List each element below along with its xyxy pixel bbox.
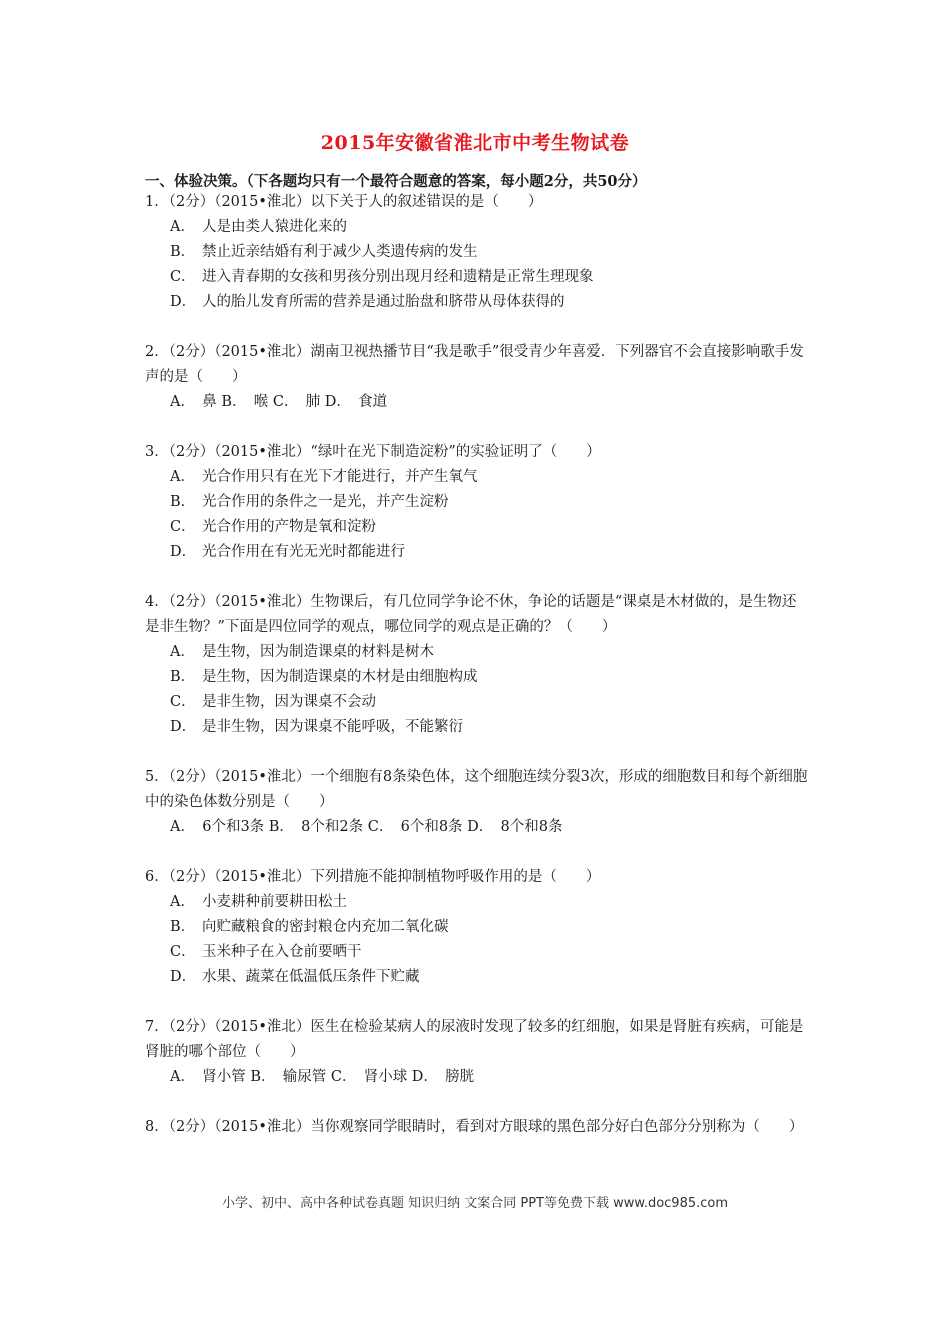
option-text: 人是由类人猿进化来的 [202, 219, 347, 235]
question-3 [145, 440, 810, 565]
answer-option [145, 290, 810, 315]
page-footer: 小学、初中、高中各种试卷真题 知识归纳 文案合同 PPT等免费下载 www.doc985.com [221, 1196, 729, 1211]
option-text: 禁止近亲结婚有利于减少人类遗传病的发生 [202, 244, 478, 260]
question-8 [145, 1115, 810, 1140]
question-1 [145, 190, 810, 315]
question-4 [145, 590, 810, 740]
answer-option [145, 515, 810, 540]
question-5 [145, 765, 810, 840]
option-letter: C． [170, 269, 196, 285]
option-letter: B． [170, 919, 196, 935]
question-stem: 2．（2分）（2015•淮北）湖南卫视热播节目“我是歌手”很受青少年喜爱．下列器官不会直接影响歌手发声的是（ ） [145, 344, 804, 385]
inline-options: A． 鼻 B． 喉 C． 肺 D． 食道 [170, 394, 388, 410]
option-letter: A． [170, 469, 195, 485]
option-text: 水果、蔬菜在低温低压条件下贮藏 [202, 969, 420, 985]
answer-option [145, 940, 810, 965]
answer-option [145, 665, 810, 690]
answer-option [145, 690, 810, 715]
inline-options: A． 6个和3条 B． 8个和2条 C． 6个和8条 D． 8个和8条 [170, 819, 563, 835]
option-text: 光合作用的产物是氧和淀粉 [202, 519, 376, 535]
question-2 [145, 340, 810, 415]
option-text: 光合作用在有光无光时都能进行 [202, 544, 405, 560]
option-list [145, 215, 810, 315]
option-text: 是生物，因为制造课桌的木材是由细胞构成 [202, 669, 478, 685]
option-letter: A． [170, 644, 195, 660]
option-text: 小麦耕种前要耕田松土 [202, 894, 347, 910]
question-7 [145, 1015, 810, 1090]
option-letter: A． [170, 894, 195, 910]
option-letter: B． [170, 494, 196, 510]
answer-option [145, 240, 810, 265]
option-text: 光合作用的条件之一是光，并产生淀粉 [202, 494, 449, 510]
option-list [145, 465, 810, 565]
option-text: 是生物，因为制造课桌的材料是树木 [202, 644, 434, 660]
question-stem: 3．（2分）（2015•淮北）“绿叶在光下制造淀粉”的实验证明了（ ） [145, 444, 601, 460]
answer-option [145, 265, 810, 290]
option-letter: D． [170, 719, 197, 735]
option-text: 是非生物，因为课桌不能呼吸，不能繁衍 [202, 719, 463, 735]
question-stem: 4．（2分）（2015•淮北）生物课后，有几位同学争论不休，争论的话题是“课桌是木材做的，是生物还是非生物？”下面是四位同学的观点，哪位同学的观点是正确的？（ ） [145, 594, 797, 635]
option-letter: B． [170, 244, 196, 260]
option-letter: C． [170, 944, 196, 960]
option-letter: A． [170, 219, 195, 235]
option-letter: D． [170, 969, 197, 985]
question-list [145, 190, 810, 1165]
option-letter: D． [170, 544, 197, 560]
option-letter: C． [170, 519, 196, 535]
answer-option [145, 715, 810, 740]
answer-option [145, 640, 810, 665]
option-text: 玉米种子在入仓前要晒干 [202, 944, 362, 960]
option-letter: C． [170, 694, 196, 710]
question-stem: 7．（2分）（2015•淮北）医生在检验某病人的尿液时发现了较多的红细胞，如果是肾脏有疾病，可能是肾脏的哪个部位（ ） [145, 1019, 804, 1060]
option-text: 是非生物，因为课桌不会动 [202, 694, 376, 710]
option-text: 光合作用只有在光下才能进行，并产生氧气 [202, 469, 478, 485]
question-stem: 5．（2分）（2015•淮北）一个细胞有8条染色体，这个细胞连续分裂3次，形成的细胞数目和每个新细胞中的染色体数分别是（ ） [145, 769, 808, 810]
answer-option [145, 965, 810, 990]
answer-option [145, 490, 810, 515]
page-title: 2015年安徽省淮北市中考生物试卷 [320, 132, 630, 154]
option-letter: D． [170, 294, 197, 310]
answer-option [145, 890, 810, 915]
option-list [145, 640, 810, 740]
option-text: 向贮藏粮食的密封粮仓内充加二氧化碳 [202, 919, 449, 935]
question-stem: 1．（2分）（2015•淮北）以下关于人的叙述错误的是（ ） [145, 194, 543, 210]
option-list [145, 890, 810, 990]
question-6 [145, 865, 810, 990]
section-heading: 一、体验决策。（下各题均只有一个最符合题意的答案，每小题2分，共50分） [145, 173, 647, 190]
answer-option [145, 465, 810, 490]
option-letter: B． [170, 669, 196, 685]
option-text: 进入青春期的女孩和男孩分别出现月经和遗精是正常生理现象 [202, 269, 594, 285]
answer-option [145, 915, 810, 940]
option-text: 人的胎儿发育所需的营养是通过胎盘和脐带从母体获得的 [202, 294, 565, 310]
question-stem: 6．（2分）（2015•淮北）下列措施不能抑制植物呼吸作用的是（ ） [145, 869, 601, 885]
answer-option [145, 540, 810, 565]
question-stem: 8．（2分）（2015•淮北）当你观察同学眼睛时，看到对方眼球的黑色部分好白色部分分别称为（ ） [145, 1119, 804, 1135]
answer-option [145, 215, 810, 240]
inline-options: A． 肾小管 B． 输尿管 C． 肾小球 D． 膀胱 [170, 1069, 475, 1085]
